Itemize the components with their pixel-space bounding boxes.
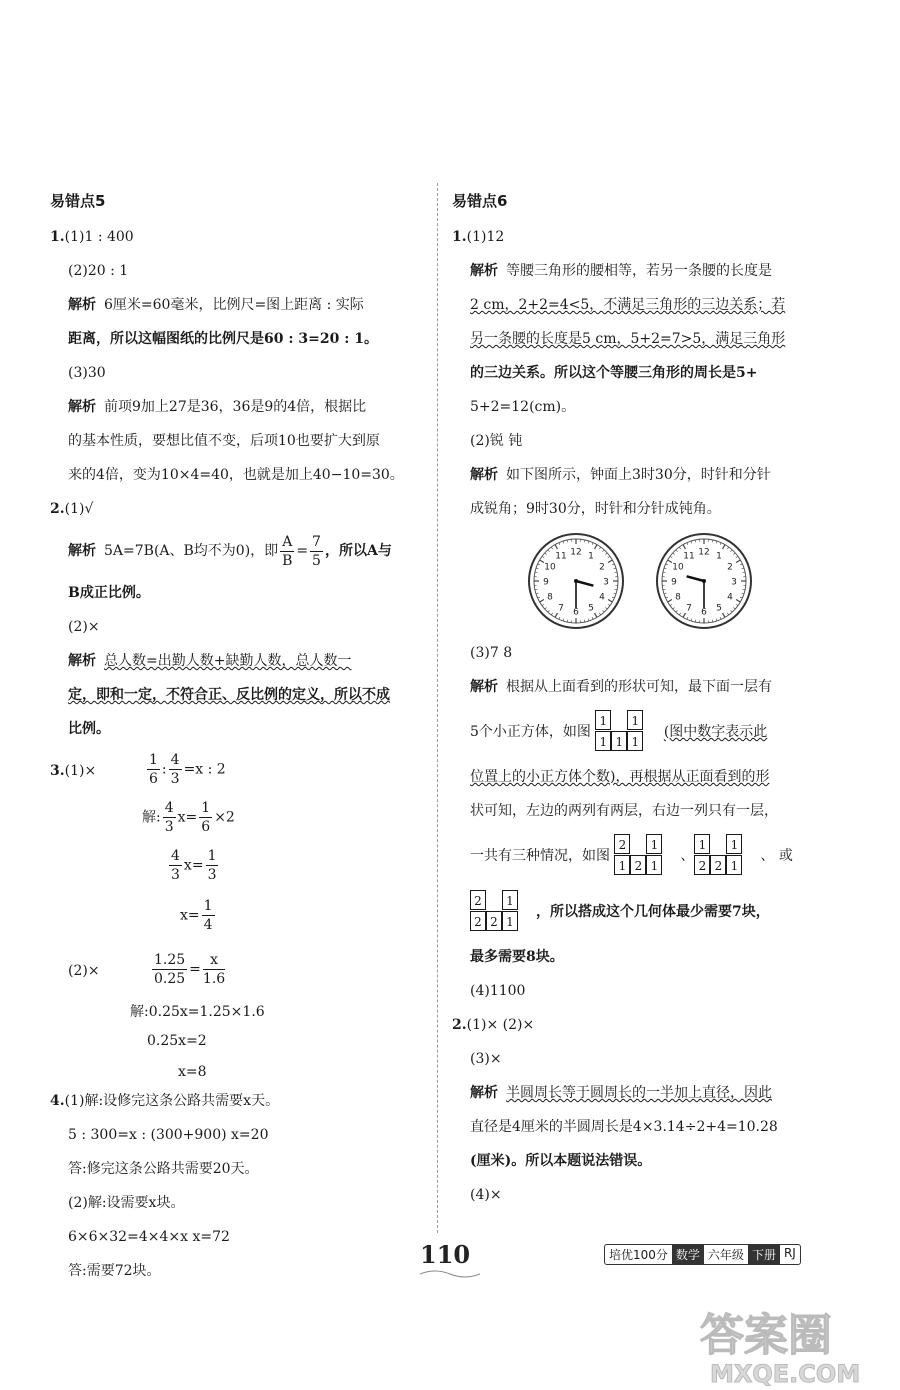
- clock-number: 4: [727, 592, 733, 603]
- grid-cell: 1: [614, 855, 630, 875]
- grid-cell: 1: [694, 834, 710, 854]
- analysis-text: (厘米)。所以本题说法错误。: [470, 1153, 652, 1169]
- numerator: 1: [201, 800, 211, 816]
- clock-number: 5: [716, 603, 722, 614]
- analysis-line: [452, 675, 842, 699]
- clock-number: 5: [588, 603, 594, 614]
- section-heading: 易错点6: [452, 192, 508, 210]
- grid-cell: 2: [470, 911, 486, 931]
- numerator: 7: [312, 533, 321, 550]
- separator: 、: [760, 848, 775, 864]
- equation-text: ×2: [214, 809, 235, 826]
- question-number: 2.: [50, 501, 65, 517]
- denominator: B: [282, 552, 293, 569]
- clock-number: 9: [671, 577, 677, 588]
- watermark-top: 答案圈: [700, 1310, 832, 1361]
- equation: [142, 799, 235, 836]
- answer-text: (3)×: [470, 1051, 502, 1067]
- solve-label: 解:: [142, 809, 161, 826]
- analysis-text: 位置上的小正方体个数)，再根据从正面看到的形: [470, 769, 770, 785]
- analysis-text: 最多需要8块。: [470, 949, 564, 965]
- front-view-grid-2: [694, 834, 760, 878]
- analysis-text: 5个小正方体，如图: [470, 724, 591, 740]
- analysis-text: 成锐角；9时30分，时针和分针成钝角。: [470, 501, 721, 517]
- analysis-text: 距离，所以这幅图纸的比例尺是60 : 3=20 : 1。: [68, 331, 379, 347]
- clock-number: 6: [701, 607, 707, 618]
- fraction: [280, 533, 294, 570]
- clock-number: 3: [731, 577, 737, 588]
- equation: [180, 897, 217, 934]
- answer-text: (1)12: [466, 229, 505, 245]
- analysis-text: 2 cm，2+2=4<5，不满足三角形的三边关系；若: [470, 297, 786, 313]
- clock-number: 9: [543, 577, 549, 588]
- clock-number: 6: [573, 607, 579, 618]
- numerator: 1: [149, 752, 158, 768]
- watermark-bottom: MXQE.COM: [710, 1360, 861, 1388]
- answer-text: (2)×: [68, 963, 100, 979]
- numerator: 1: [207, 848, 217, 864]
- denominator: 6: [201, 819, 211, 835]
- equation-text: x=: [183, 857, 204, 874]
- right-column: [452, 180, 842, 1217]
- clock-number: 7: [686, 603, 692, 614]
- numerator: 4: [164, 800, 174, 816]
- grid-cell: 2: [614, 834, 630, 854]
- denominator: 5: [312, 552, 321, 569]
- answer-text: (3)7 8: [470, 645, 513, 661]
- clock-number: 2: [599, 562, 605, 573]
- colon: :: [161, 761, 167, 778]
- clock-number: 4: [599, 592, 605, 603]
- analysis-line: [452, 709, 842, 755]
- book-grade: 六年级: [707, 1248, 744, 1262]
- grid-cell: 1: [627, 731, 643, 751]
- analysis-text: 一共有三种情况，如图: [470, 848, 610, 864]
- q1-line1: [50, 225, 425, 249]
- analysis-text: 根据从上面看到的形状可知，最下面一层有: [506, 679, 772, 695]
- analysis-line: [452, 463, 842, 487]
- book-label: [604, 1244, 801, 1265]
- answer-text: (3)30: [68, 365, 106, 381]
- answer-text: (4)1100: [470, 983, 526, 999]
- analysis-text: 定，即和一定，不符合正、反比例的定义，所以不成: [68, 687, 390, 703]
- denominator: 4: [203, 917, 213, 933]
- watermark-logo: [690, 1300, 895, 1388]
- denominator: 3: [164, 819, 174, 835]
- clock-number: 7: [558, 603, 564, 614]
- grid-cell: 2: [630, 855, 646, 875]
- answer-text: 答:修完这条公路共需要20天。: [68, 1161, 259, 1177]
- numerator: 4: [170, 752, 180, 768]
- numerator: 1.25: [154, 952, 186, 968]
- clock-number: 11: [555, 551, 567, 562]
- question-number: 1.: [50, 229, 65, 245]
- q3-line1: [50, 763, 96, 779]
- fraction: [310, 533, 323, 570]
- grid-cell: 1: [646, 834, 662, 854]
- grid-cell: 1: [595, 710, 611, 730]
- grid-cell: 2: [470, 890, 486, 910]
- grid-cell: 1: [726, 855, 742, 875]
- analysis-line: [452, 1081, 842, 1105]
- q2-line1: [50, 497, 425, 521]
- grid-cell: 2: [486, 911, 502, 931]
- book-edition: RJ: [783, 1246, 796, 1260]
- analysis-text: 5A=7B(A、B均不为0)，即: [104, 543, 279, 559]
- clock-face-930: [654, 531, 754, 631]
- numerator: 4: [171, 848, 180, 864]
- equation-text: 0.25x=2: [147, 1033, 207, 1049]
- analysis-text: (图中数字表示此: [663, 724, 768, 740]
- q3-block: [50, 751, 425, 1081]
- equation-text: =x : 2: [183, 761, 226, 778]
- analysis-line: [452, 889, 842, 935]
- numerator: 1: [203, 898, 213, 914]
- separator: 、: [680, 848, 695, 864]
- analysis-line: [50, 531, 425, 571]
- analysis-text: 或: [778, 848, 793, 864]
- equation-text: x=8: [178, 1064, 207, 1080]
- clock-number: 10: [672, 562, 684, 573]
- clock-number: 1: [716, 551, 722, 562]
- analysis-line: [452, 259, 842, 283]
- front-view-grid-3: [470, 890, 536, 934]
- book-series: 培优100分: [609, 1248, 668, 1262]
- numerator: x: [203, 951, 225, 970]
- analysis-text: 等腰三角形的腰相等，若另一条腰的长度是: [506, 263, 772, 279]
- answer-text: (4)×: [470, 1187, 502, 1203]
- analysis-text: 前项9加上27是36，36是9的4倍，根据比: [104, 399, 367, 415]
- clock-number: 11: [683, 551, 695, 562]
- left-column: [50, 180, 425, 1293]
- analysis-line: [452, 293, 842, 317]
- answer-text: (1)× (2)×: [466, 1017, 535, 1033]
- analysis-line: [50, 683, 425, 707]
- q2-line1: [452, 1013, 842, 1037]
- analysis-text: 的基本性质，要想比值不变，后项10也要扩大到原: [68, 433, 380, 449]
- answer-text: (1)√: [64, 501, 94, 517]
- analysis-line: [50, 395, 425, 419]
- question-number: 4.: [50, 1093, 65, 1109]
- book-volume: 下册: [748, 1245, 780, 1264]
- analysis-tag: 解析: [470, 467, 498, 483]
- answer-text: (2)×: [68, 619, 100, 635]
- analysis-text: 半圆周长等于圆周长的一半加上直径，因此: [506, 1085, 772, 1101]
- grid-cell: 1: [595, 731, 611, 751]
- equals-sign: =: [296, 543, 309, 559]
- grid-cell: 2: [710, 855, 726, 875]
- clock-number: 3: [603, 577, 609, 588]
- analysis-line: [50, 649, 425, 673]
- analysis-line: [452, 327, 842, 351]
- equation-text: x=: [177, 809, 198, 826]
- q4-line1: [50, 1089, 425, 1113]
- grid-cell: 1: [726, 834, 742, 854]
- grid-cell: 1: [611, 731, 627, 751]
- analysis-text: 总人数=出勤人数+缺勤人数，总人数一: [104, 653, 352, 669]
- denominator: 0.25: [154, 971, 186, 987]
- analysis-text: 另一条腰的长度是5 cm，5+2=7>5，满足三角形: [470, 331, 786, 347]
- clock-number: 8: [547, 592, 553, 603]
- analysis-text: 比例。: [68, 721, 110, 737]
- analysis-tag: 解析: [470, 679, 498, 695]
- analysis-text: 直径是4厘米的半圆周长是4×3.14÷2+4=10.28: [470, 1119, 778, 1135]
- equation-text: x=: [180, 907, 200, 924]
- question-number: 1.: [452, 229, 467, 245]
- wave-decoration: [420, 1268, 480, 1278]
- section-heading: 易错点5: [50, 192, 106, 210]
- analysis-tag: 解析: [470, 263, 498, 279]
- analysis-line: [50, 293, 425, 317]
- book-subject: 数学: [672, 1245, 704, 1264]
- clock-number: 1: [588, 551, 594, 562]
- analysis-text: B成正比例。: [68, 585, 150, 601]
- numerator: A: [282, 533, 293, 550]
- equation: [150, 951, 227, 988]
- analysis-tag: 解析: [68, 543, 96, 559]
- front-view-grid-1: [614, 834, 680, 878]
- analysis-text: 的三边关系。所以这个等腰三角形的周长是5+: [470, 365, 758, 381]
- clock-number: 2: [727, 562, 733, 573]
- grid-cell: 2: [694, 855, 710, 875]
- analysis-tag: 解析: [68, 653, 96, 669]
- denominator: 1.6: [202, 971, 226, 987]
- analysis-tag: 解析: [68, 399, 96, 415]
- grid-cell: 1: [502, 890, 518, 910]
- analysis-tag: 解析: [470, 1085, 498, 1101]
- answer-text: (2)锐 钝: [470, 433, 523, 449]
- equals-sign: =: [189, 961, 201, 978]
- grid-cell: 1: [627, 710, 643, 730]
- question-number: 2.: [452, 1017, 467, 1033]
- question-number: 3.: [50, 763, 65, 779]
- equation: [145, 751, 226, 788]
- analysis-line: [452, 765, 842, 789]
- clock-center: [574, 579, 578, 583]
- equation: [167, 847, 220, 884]
- answer-text: (1)1 : 400: [64, 229, 134, 245]
- analysis-text: ，所以搭成这个几何体最少需要7块，: [536, 904, 770, 920]
- denominator: 6: [149, 771, 158, 787]
- clock-figures: [452, 531, 842, 631]
- answer-text: 5 : 300=x : (300+900) x=20: [68, 1127, 269, 1143]
- clock-number: 12: [698, 547, 710, 558]
- analysis-text: ，所以A与: [324, 543, 392, 559]
- analysis-text: 6厘米=60毫米，比例尺=图上距离 : 实际: [104, 297, 364, 313]
- clock-number: 10: [544, 562, 556, 573]
- top-view-grid: [595, 710, 659, 754]
- grid-cell: 1: [502, 911, 518, 931]
- page-number: 110: [420, 1240, 471, 1269]
- equation-text: 解:0.25x=1.25×1.6: [130, 1004, 265, 1020]
- answer-text: (1)解:设修完这条公路共需要x天。: [64, 1093, 280, 1109]
- clock-center: [702, 579, 706, 583]
- analysis-text: 来的4倍，变为10×4=40，也就是加上40−10=30。: [68, 467, 404, 483]
- column-divider: [437, 183, 438, 1233]
- clock-face-330: [526, 531, 626, 631]
- answer-text: 6×6×32=4×4×x x=72: [68, 1229, 230, 1245]
- answer-text: 答:需要72块。: [68, 1263, 161, 1279]
- grid-cell: 1: [646, 855, 662, 875]
- analysis-text: 5+2=12(cm)。: [470, 399, 576, 415]
- denominator: 3: [171, 867, 180, 883]
- clock-number: 12: [570, 547, 582, 558]
- answer-text: (1)×: [64, 763, 97, 779]
- analysis-text: 状可知，左边的两列有两层，右边一列只有一层，: [470, 803, 778, 819]
- analysis-text: 如下图所示，钟面上3时30分，时针和分针: [506, 467, 771, 483]
- denominator: 3: [207, 867, 217, 883]
- analysis-line: [452, 833, 842, 879]
- analysis-tag: 解析: [68, 297, 96, 313]
- q1-line1: [452, 225, 842, 249]
- clock-number: 8: [675, 592, 681, 603]
- answer-text: (2)解:设需要x块。: [68, 1195, 185, 1211]
- denominator: 3: [170, 771, 180, 787]
- answer-text: (2)20 : 1: [68, 263, 129, 279]
